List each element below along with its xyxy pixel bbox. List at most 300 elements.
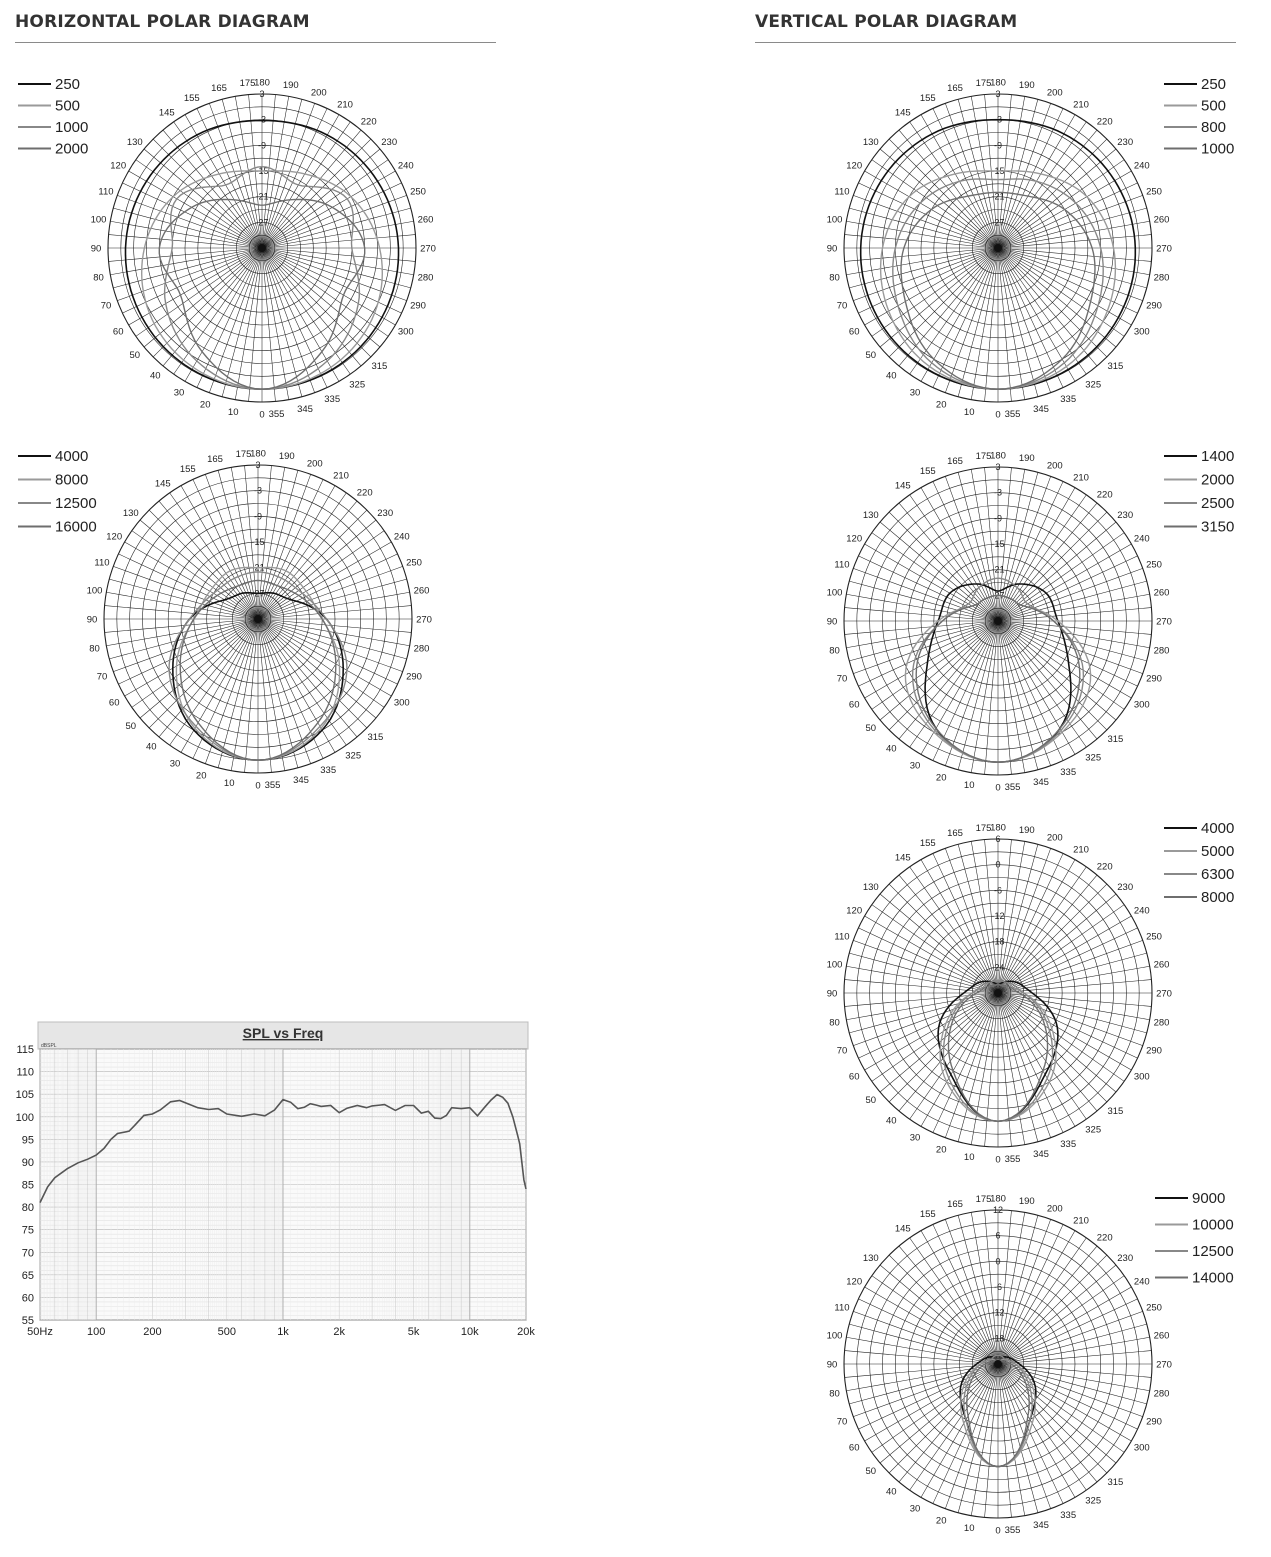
- legend-label: 4000: [1201, 820, 1235, 837]
- polar-angle-label: 90: [826, 1359, 838, 1371]
- polar-angle-label: 50: [865, 723, 877, 735]
- polar-angle-label: 345: [1033, 776, 1049, 788]
- polar-angle-label: 355: [1004, 408, 1021, 420]
- polar-radial-label: -18: [991, 936, 1005, 947]
- polar-radial-label: -3: [993, 487, 1003, 498]
- polar-angle-label: 260: [413, 585, 430, 597]
- polar-spoke: [113, 619, 258, 672]
- polar-angle-label: 70: [96, 671, 108, 683]
- legend-h2: [18, 448, 97, 536]
- polar-angle-label: 220: [356, 487, 373, 499]
- polar-radial-label: -9: [257, 140, 267, 151]
- polar-angle-label: 165: [947, 456, 963, 468]
- polar-angle-label: 260: [1153, 214, 1170, 226]
- polar-radial-label: 0: [995, 859, 1001, 870]
- polar-angle-label: 300: [393, 697, 410, 709]
- spl-y-tick-label: 95: [21, 1134, 34, 1147]
- polar-angle-label: 180: [990, 1193, 1006, 1205]
- legend-label: 10000: [1192, 1216, 1234, 1234]
- polar-angle-label: 280: [1153, 272, 1170, 284]
- polar-radial-label: -12: [991, 911, 1005, 921]
- polar-spoke: [998, 848, 1051, 993]
- polar-angle-label: 345: [1033, 1148, 1049, 1160]
- polar-angle-label: 70: [836, 673, 848, 685]
- polar-angle-label: 300: [1133, 699, 1150, 711]
- polar-angle-label: 130: [862, 509, 879, 521]
- polar-chart-h2: [87, 449, 432, 792]
- polar-angle-label: 20: [199, 399, 211, 411]
- polar-angle-label: 220: [1096, 116, 1113, 128]
- polar-radial-label: -9: [993, 513, 1003, 524]
- polar-spoke: [998, 621, 1051, 766]
- polar-angle-label: 240: [1133, 160, 1150, 172]
- polar-spoke: [262, 248, 302, 397]
- polar-angle-label: 240: [393, 531, 410, 543]
- polar-angle-label: 145: [894, 107, 911, 119]
- polar-angle-label: 260: [1153, 587, 1170, 599]
- legend-v4: [1155, 1190, 1234, 1287]
- polar-angle-label: 130: [862, 1252, 879, 1264]
- polar-angle-label: 300: [1133, 326, 1150, 338]
- polar-angle-label: 130: [122, 507, 139, 519]
- spl-title: SPL vs Freq: [242, 1025, 324, 1041]
- legend-v3: [1164, 820, 1234, 906]
- polar-angle-label: 165: [947, 1199, 963, 1211]
- polar-angle-label: 210: [337, 99, 353, 111]
- polar-angle-label: 80: [829, 1017, 840, 1029]
- polar-spoke: [849, 208, 998, 248]
- polar-radial-label: 3: [995, 462, 1001, 472]
- polar-angle-label: 325: [349, 379, 366, 391]
- polar-angle-label: 190: [1018, 1196, 1035, 1207]
- polar-spoke: [958, 248, 998, 397]
- polar-angle-label: 190: [1018, 453, 1035, 464]
- polar-angle-label: 130: [862, 881, 879, 893]
- polar-radial-label: 3: [995, 89, 1001, 99]
- legend-label: 1400: [1201, 448, 1235, 465]
- polar-angle-label: 355: [264, 779, 281, 791]
- polar-spoke: [209, 103, 262, 248]
- polar-spoke: [998, 248, 1051, 393]
- polar-angle-label: 50: [129, 350, 141, 362]
- polar-spoke: [998, 248, 1147, 288]
- polar-angle-label: 110: [94, 557, 110, 569]
- polar-angle-label: 30: [909, 1503, 921, 1515]
- polar-angle-label: 230: [381, 136, 398, 148]
- polar-angle-label: 355: [1004, 1524, 1021, 1536]
- polar-angle-label: 30: [909, 1132, 921, 1144]
- polar-angle-label: 155: [179, 464, 196, 476]
- polar-angle-label: 260: [1153, 959, 1170, 971]
- polar-angle-label: 300: [397, 326, 414, 338]
- polar-angle-label: 220: [1096, 1232, 1113, 1244]
- polar-angle-label: 325: [1085, 379, 1102, 391]
- polar-angle-label: 180: [990, 450, 1006, 462]
- spl-y-tick-label: 55: [21, 1315, 34, 1327]
- polar-spoke: [998, 993, 1038, 1142]
- polar-radial-label: 12: [992, 1205, 1004, 1215]
- polar-radial-label: 6: [995, 834, 1001, 844]
- polar-spoke: [849, 993, 998, 1033]
- polar-spoke: [109, 579, 258, 619]
- polar-angle-label: 50: [125, 721, 137, 733]
- spl-x-tick-label: 5k: [407, 1326, 420, 1338]
- polar-spoke: [258, 579, 407, 619]
- polar-spoke: [849, 953, 998, 993]
- polar-angle-label: 270: [416, 614, 432, 626]
- polar-chart-h1: [91, 78, 436, 421]
- polar-angle-label: 290: [406, 671, 422, 683]
- polar-angle-label: 90: [90, 243, 102, 255]
- polar-spoke: [998, 1311, 1143, 1364]
- polar-angle-label: 145: [894, 1223, 911, 1235]
- polar-spoke: [998, 1324, 1147, 1364]
- spl-x-tick-label: 200: [143, 1326, 162, 1338]
- polar-spoke: [998, 1364, 1147, 1404]
- polar-spoke: [945, 621, 998, 766]
- polar-angle-label: 280: [417, 272, 434, 284]
- polar-radial-label: -21: [255, 191, 269, 202]
- polar-angle-label: 250: [410, 186, 426, 198]
- polar-angle-label: 240: [397, 160, 414, 172]
- spl-chart: [16, 1022, 536, 1338]
- polar-angle-label: 120: [110, 160, 127, 172]
- polar-angle-label: 10: [963, 407, 975, 418]
- polar-angle-label: 335: [324, 393, 341, 405]
- polar-angle-label: 100: [826, 587, 843, 599]
- polar-angle-label: 110: [834, 1302, 850, 1314]
- legend-label: 5000: [1201, 843, 1235, 860]
- polar-angle-label: 20: [195, 770, 207, 782]
- polar-angle-label: 200: [310, 87, 327, 99]
- polar-angle-label: 210: [1073, 1215, 1089, 1227]
- polar-angle-label: 120: [106, 531, 123, 543]
- polar-angle-label: 0: [995, 409, 1001, 421]
- polar-angle-label: 40: [886, 370, 897, 382]
- polar-angle-label: 270: [420, 243, 436, 255]
- polar-angle-label: 0: [255, 780, 261, 792]
- polar-angle-label: 145: [154, 478, 171, 490]
- polar-angle-label: 300: [1133, 1071, 1150, 1083]
- polar-spoke: [849, 1324, 998, 1364]
- polar-radial-label: -15: [991, 166, 1005, 176]
- polar-radial-label: -6: [993, 885, 1003, 896]
- spl-x-tick-label: 50Hz: [27, 1326, 53, 1338]
- polar-angle-label: 280: [1153, 645, 1170, 657]
- polar-angle-label: 230: [1117, 881, 1134, 893]
- polar-angle-label: 240: [1133, 533, 1150, 545]
- polar-center: [258, 244, 266, 252]
- horizontal-section-title: HORIZONTAL POLAR DIAGRAM: [15, 12, 310, 32]
- polar-spoke: [853, 568, 998, 621]
- polar-angle-label: 355: [268, 408, 285, 420]
- polar-radial-label: -27: [251, 588, 265, 599]
- polar-angle-label: 130: [126, 136, 143, 148]
- polar-angle-label: 130: [862, 136, 879, 148]
- polar-spoke: [853, 940, 998, 993]
- polar-angle-label: 210: [1073, 99, 1089, 111]
- polar-angle-label: 110: [834, 559, 850, 571]
- polar-spoke: [262, 208, 411, 248]
- polar-spoke: [998, 195, 1143, 248]
- polar-angle-label: 345: [293, 774, 309, 786]
- polar-radial-label: -18: [991, 1333, 1005, 1344]
- polar-spoke: [998, 1219, 1051, 1364]
- polar-angle-label: 315: [1107, 1105, 1124, 1117]
- polar-angle-label: 335: [1060, 1509, 1077, 1521]
- polar-angle-label: 345: [297, 403, 313, 415]
- legend-label: 1000: [1201, 140, 1235, 158]
- polar-center: [254, 615, 262, 623]
- polar-angle-label: 100: [826, 959, 843, 971]
- polar-angle-label: 200: [1046, 87, 1063, 99]
- polar-angle-label: 190: [1018, 825, 1035, 836]
- polar-angle-label: 100: [90, 214, 107, 226]
- polar-angle-label: 165: [947, 83, 963, 95]
- polar-radial-label: 6: [995, 1230, 1001, 1241]
- spl-y-tick-label: 65: [21, 1269, 34, 1282]
- polar-angle-label: 0: [259, 409, 265, 421]
- polar-spoke: [262, 195, 407, 248]
- polar-angle-label: 180: [990, 77, 1006, 89]
- polar-angle-label: 260: [417, 214, 434, 226]
- polar-angle-label: 355: [1004, 781, 1021, 793]
- polar-angle-label: 60: [112, 326, 124, 338]
- spl-x-tick-label: 100: [87, 1326, 106, 1338]
- polar-spoke: [853, 195, 998, 248]
- spl-y-tick-label: 90: [21, 1156, 34, 1169]
- legend-label: 8000: [55, 471, 89, 489]
- polar-angle-label: 20: [935, 772, 947, 784]
- polar-angle-label: 315: [371, 360, 388, 372]
- polar-chart-v3: [827, 823, 1172, 1166]
- polar-angle-label: 155: [919, 838, 936, 850]
- polar-angle-label: 10: [963, 780, 975, 791]
- polar-angle-label: 120: [846, 1276, 863, 1288]
- polar-angle-label: 175: [975, 78, 992, 90]
- legend-label: 9000: [1192, 1190, 1226, 1207]
- polar-spoke: [113, 566, 258, 619]
- polar-angle-label: 175: [975, 823, 992, 835]
- polar-spoke: [998, 621, 1143, 674]
- spl-x-tick-label: 1k: [277, 1326, 289, 1338]
- spl-y-tick-label: 105: [15, 1089, 34, 1102]
- polar-angle-label: 145: [894, 480, 911, 492]
- polar-spoke: [958, 621, 998, 770]
- polar-spoke: [849, 1364, 998, 1404]
- polar-spoke: [262, 248, 315, 393]
- legend-label: 250: [55, 76, 81, 93]
- polar-angle-label: 80: [829, 1388, 840, 1400]
- polar-angle-label: 40: [150, 370, 161, 382]
- polar-angle-label: 80: [93, 272, 104, 284]
- legend-label: 14000: [1192, 1269, 1234, 1287]
- spl-y-tick-label: 100: [15, 1111, 34, 1124]
- polar-spoke: [209, 248, 262, 393]
- polar-angle-label: 100: [826, 214, 843, 226]
- polar-spoke: [853, 621, 998, 674]
- polar-radial-label: -15: [991, 539, 1005, 549]
- polar-radial-label: -15: [255, 166, 269, 176]
- polar-angle-label: 240: [1133, 905, 1150, 917]
- polar-radial-label: 3: [255, 460, 261, 470]
- polar-angle-label: 325: [1085, 752, 1102, 764]
- polar-spoke: [998, 993, 1143, 1046]
- polar-angle-label: 90: [826, 243, 838, 255]
- polar-center: [994, 244, 1002, 252]
- polar-angle-label: 175: [975, 1194, 992, 1206]
- polar-angle-label: 315: [1107, 360, 1124, 372]
- polar-spoke: [998, 621, 1038, 770]
- polar-spoke: [849, 581, 998, 621]
- polar-angle-label: 60: [848, 326, 860, 338]
- polar-angle-label: 180: [990, 822, 1006, 834]
- polar-angle-label: 175: [235, 449, 252, 461]
- spl-x-tick-label: 2k: [333, 1326, 346, 1338]
- polar-spoke: [958, 993, 998, 1142]
- legend-v2: [1164, 448, 1234, 536]
- polar-angle-label: 90: [86, 614, 98, 626]
- polar-angle-label: 20: [935, 1515, 947, 1527]
- polar-chart-v1: [827, 78, 1172, 421]
- polar-spoke: [945, 248, 998, 393]
- polar-spoke: [998, 940, 1143, 993]
- spl-x-tick-label: 20k: [517, 1326, 535, 1338]
- spl-y-tick-label: 110: [16, 1066, 34, 1079]
- legend-label: 3150: [1201, 518, 1235, 536]
- polar-angle-label: 355: [1004, 1153, 1021, 1165]
- polar-angle-label: 230: [1117, 1252, 1134, 1264]
- polar-angle-label: 210: [1073, 472, 1089, 484]
- polar-angle-label: 200: [1046, 832, 1063, 844]
- polar-angle-label: 10: [227, 407, 239, 418]
- polar-spoke: [853, 1311, 998, 1364]
- polar-angle-label: 250: [1146, 1302, 1162, 1314]
- polar-angle-label: 325: [1085, 1124, 1102, 1136]
- legend-label: 2500: [1201, 495, 1235, 512]
- polar-angle-label: 0: [995, 782, 1001, 794]
- spl-y-tick-label: 75: [21, 1224, 34, 1237]
- polar-angle-label: 40: [146, 741, 157, 753]
- polar-spoke: [222, 248, 262, 397]
- legend-label: 16000: [55, 518, 97, 536]
- polar-spoke: [945, 848, 1001, 993]
- legend-label: 12500: [55, 495, 97, 512]
- polar-angle-label: 250: [1146, 931, 1162, 943]
- polar-angle-label: 30: [173, 387, 185, 399]
- polar-angle-label: 180: [254, 77, 270, 89]
- polar-angle-label: 165: [947, 828, 963, 840]
- polar-angle-label: 280: [1153, 1388, 1170, 1400]
- polar-angle-label: 200: [1046, 1203, 1063, 1215]
- polar-angle-label: 70: [100, 300, 112, 312]
- spl-y-tick-label: 115: [16, 1044, 34, 1056]
- polar-spoke: [258, 566, 403, 619]
- polar-radial-label: -15: [251, 537, 265, 547]
- polar-angle-label: 315: [367, 731, 384, 743]
- polar-angle-label: 120: [846, 905, 863, 917]
- polar-spoke: [998, 581, 1147, 621]
- polar-radial-label: -21: [991, 564, 1005, 575]
- polar-angle-label: 110: [834, 186, 850, 198]
- polar-angle-label: 190: [282, 80, 299, 91]
- spl-y-tick-label: 70: [21, 1247, 34, 1260]
- polar-angle-label: 50: [865, 1095, 877, 1107]
- polar-center: [994, 1360, 1002, 1368]
- polar-angle-label: 40: [886, 743, 897, 755]
- polar-angle-label: 210: [333, 470, 349, 482]
- polar-radial-label: 0: [995, 1256, 1001, 1267]
- polar-angle-label: 190: [1018, 80, 1035, 91]
- polar-angle-label: 230: [1117, 509, 1134, 521]
- polar-radial-label: -3: [253, 485, 263, 496]
- polar-radial-label: -6: [993, 1282, 1003, 1292]
- polar-angle-label: 250: [1146, 186, 1162, 198]
- polar-angle-label: 175: [975, 451, 992, 463]
- polar-angle-label: 210: [1073, 844, 1089, 856]
- legend-label: 500: [1201, 97, 1227, 115]
- polar-angle-label: 30: [909, 760, 921, 772]
- polar-spoke: [945, 1219, 1001, 1364]
- polar-angle-label: 10: [223, 778, 235, 789]
- legend-label: 800: [1201, 119, 1227, 136]
- polar-angle-label: 40: [886, 1115, 897, 1127]
- polar-angle-label: 70: [836, 1416, 848, 1428]
- polar-angle-label: 50: [865, 350, 877, 362]
- polar-angle-label: 20: [935, 399, 947, 411]
- polar-radial-label: -3: [257, 114, 267, 125]
- polar-spoke: [262, 248, 411, 288]
- polar-angle-label: 60: [848, 1442, 860, 1454]
- legend-label: 8000: [1201, 889, 1235, 906]
- polar-spoke: [998, 568, 1143, 621]
- polar-angle-label: 145: [158, 107, 175, 119]
- spl-y-tick-label: 80: [21, 1202, 34, 1215]
- spl-y-tick-label: 60: [21, 1292, 34, 1305]
- polar-angle-label: 220: [1096, 861, 1113, 873]
- polar-spoke: [113, 248, 262, 288]
- polar-angle-label: 0: [995, 1525, 1001, 1537]
- polar-angle-label: 290: [1146, 1045, 1162, 1057]
- polar-spoke: [218, 619, 258, 768]
- polar-angle-label: 250: [406, 557, 422, 569]
- polar-angle-label: 70: [836, 1045, 848, 1057]
- polar-spoke: [258, 619, 403, 672]
- polar-angle-label: 60: [848, 699, 860, 711]
- polar-angle-label: 20: [935, 1144, 947, 1156]
- polar-radial-label: -12: [991, 1307, 1005, 1318]
- polar-angle-label: 335: [1060, 393, 1077, 405]
- legend-label: 1000: [55, 119, 89, 136]
- polar-radial-label: -9: [993, 140, 1003, 151]
- polar-angle-label: 315: [1107, 733, 1124, 745]
- polar-angle-label: 300: [1133, 1442, 1150, 1454]
- polar-angle-label: 280: [1153, 1017, 1170, 1029]
- polar-angle-label: 110: [834, 931, 850, 943]
- polar-angle-label: 270: [1156, 988, 1172, 1000]
- legend-label: 6300: [1201, 866, 1235, 883]
- polar-angle-label: 290: [410, 300, 426, 312]
- polar-spoke: [117, 248, 262, 301]
- polar-angle-label: 175: [239, 78, 256, 90]
- polar-angle-label: 100: [826, 1330, 843, 1342]
- polar-center: [994, 989, 1002, 997]
- polar-angle-label: 200: [1046, 460, 1063, 472]
- polar-radial-label: -21: [251, 562, 265, 573]
- polar-angle-label: 100: [86, 585, 103, 597]
- polar-angle-label: 250: [1146, 559, 1162, 571]
- polar-angle-label: 60: [848, 1071, 860, 1083]
